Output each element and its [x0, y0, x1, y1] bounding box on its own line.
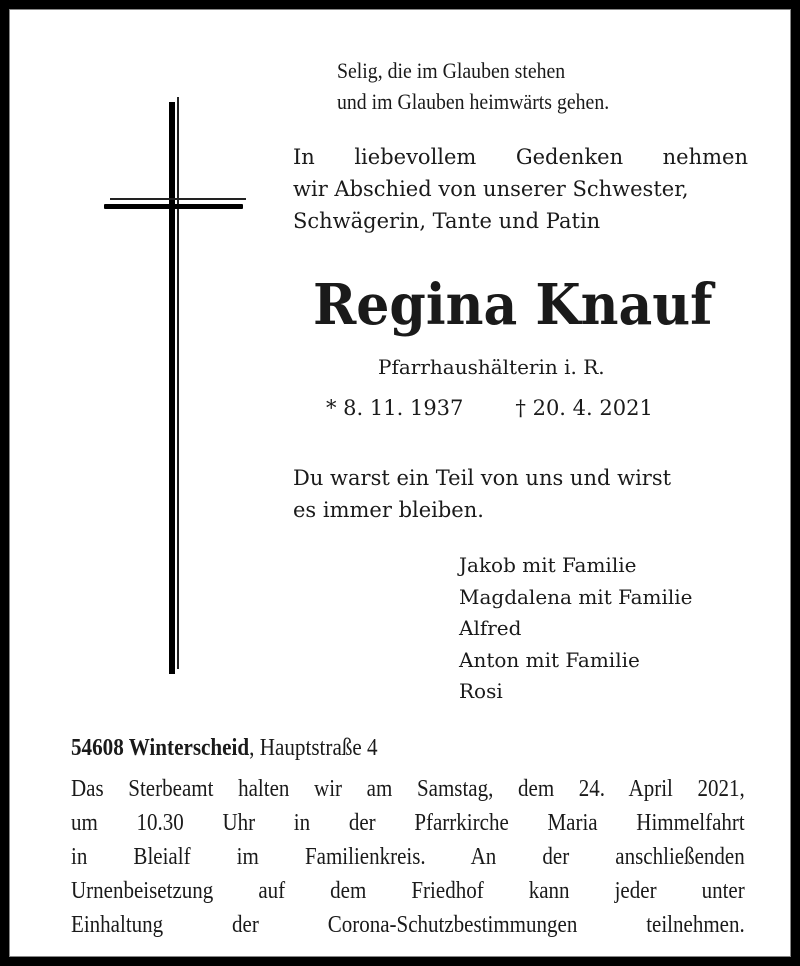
mourner: Jakob mit Familie [459, 553, 637, 577]
intro-line: Schwägerin, Tante und Patin [293, 209, 601, 233]
death-date: † 20. 4. 2021 [515, 396, 653, 420]
service-line: um 10.30 Uhr in der Pfarrkirche Maria Himmelfahrt [71, 810, 745, 836]
life-dates [326, 392, 653, 424]
obituary-notice [9, 9, 791, 957]
address-place: 54608 Winterscheid [71, 735, 250, 761]
cross-horizontal-thick-bar [104, 204, 243, 209]
deceased-occupation: Pfarrhaushälterin i. R. [378, 355, 605, 379]
memorial-quote [293, 462, 671, 526]
mourner: Magdalena mit Familie [459, 584, 693, 609]
address-street: , Hauptstraße 4 [249, 735, 378, 761]
mourner: Alfred [459, 616, 522, 640]
intro-line: In liebevollem Gedenken nehmen [293, 145, 748, 169]
mourner: Anton mit Familie [459, 647, 640, 672]
service-line: in Bleialf im Familienkreis. An der anschließenden [71, 844, 745, 870]
quote-line: Du warst ein Teil von uns und wirst [293, 466, 672, 490]
verse-line: Selig, die im Glauben stehen [337, 58, 566, 83]
verse [337, 55, 609, 117]
mourner: Rosi [459, 679, 503, 703]
intro-line: wir Abschied von unserer Schwester, [293, 177, 689, 201]
deceased-name: Regina Knauf [313, 272, 713, 338]
cross-vertical-thick-bar [169, 102, 175, 674]
verse-line: und im Glauben heimwärts gehen. [337, 89, 610, 114]
service-line: Das Sterbeamt halten wir am Samstag, dem 24. April 2021, [71, 776, 745, 802]
cross-horizontal-thin-line [110, 198, 246, 200]
cross-vertical-thin-line [177, 97, 179, 669]
intro-text [293, 141, 748, 237]
mourners-list [459, 550, 693, 708]
family-address [71, 732, 378, 764]
service-info [71, 772, 745, 942]
quote-line: es immer bleiben. [293, 498, 484, 522]
service-line: Urnenbeisetzung auf dem Friedhof kann jeder unter [71, 878, 745, 904]
service-line: Einhaltung der Corona-Schutzbestimmungen teilnehmen. [71, 912, 745, 938]
birth-date: * 8. 11. 1937 [326, 396, 464, 420]
